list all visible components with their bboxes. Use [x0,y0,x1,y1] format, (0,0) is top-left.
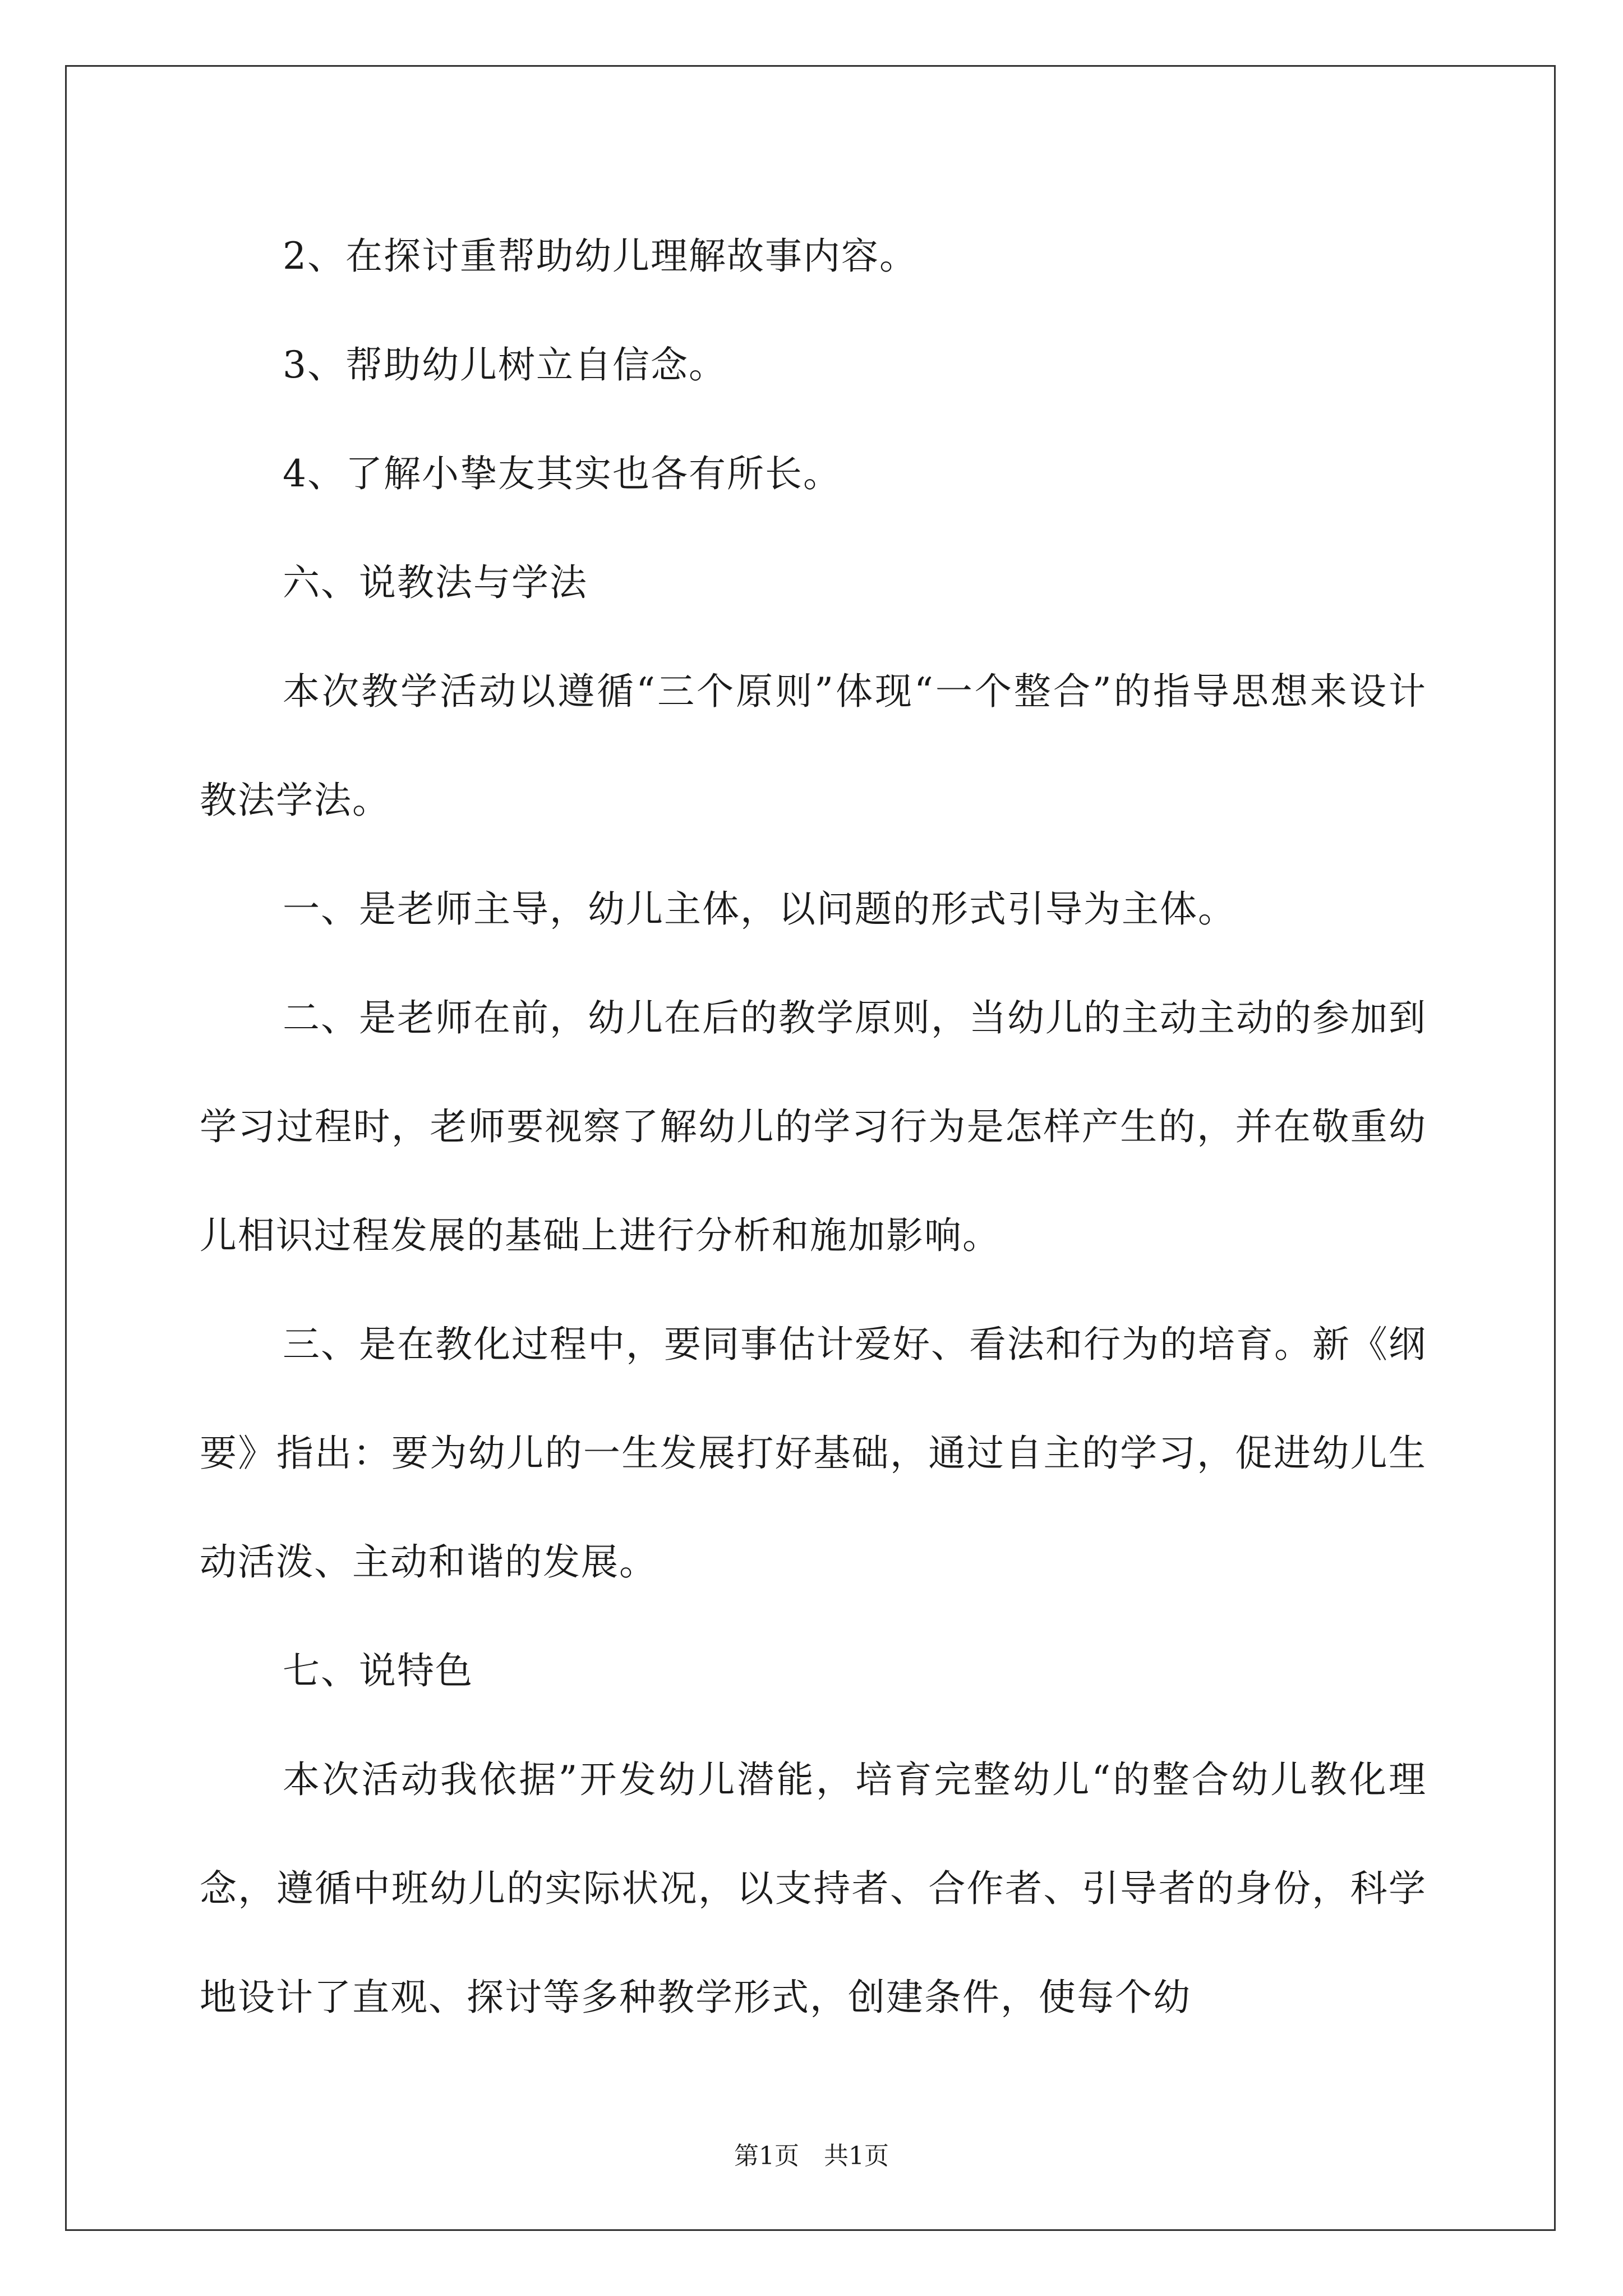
page-number-footer: 第1页 共1页 [734,2142,889,2170]
paragraph-features: 本次活动我依据”开发幼儿潜能，培育完整幼儿“的整合幼儿教化理念，遵循中班幼儿的实际状况，以支持者、合作者、引导者的身份，科学地设计了直观、探讨等多种教学形式，创建条件，使每个幼 [200,1758,1427,2019]
section-heading-7: 七、说特色 [283,1649,473,1692]
section-heading-6: 六、说教法与学法 [283,561,588,604]
paragraph-principle-3: 三、是在教化过程中，要同事估计爱好、看法和行为的培育。新《纲要》指出：要为幼儿的一生发展打好基础，通过自主的学习，促进幼儿生动活泼、主动和谐的发展。 [200,1323,1427,1584]
paragraph-principles-intro: 本次教学活动以遵循“三个原则”体现“一个整合”的指导思想来设计教法学法。 [200,670,1427,822]
document-body [200,202,1427,2052]
paragraph-principle-1: 一、是老师主导，幼儿主体，以问题的形式引导为主体。 [283,887,1236,931]
paragraph-item-3: 3、帮助幼儿树立自信念。 [283,343,727,386]
paragraph-item-2: 2、在探讨重帮助幼儿理解故事内容。 [283,234,917,278]
paragraph-principle-2: 二、是老师在前，幼儿在后的教学原则，当幼儿的主动主动的参加到学习过程时，老师要视察了解幼儿的学习行为是怎样产生的，并在敬重幼儿相识过程发展的基础上进行分析和施加影响。 [200,996,1427,1257]
paragraph-item-4: 4、了解小挚友其实也各有所长。 [283,452,841,495]
